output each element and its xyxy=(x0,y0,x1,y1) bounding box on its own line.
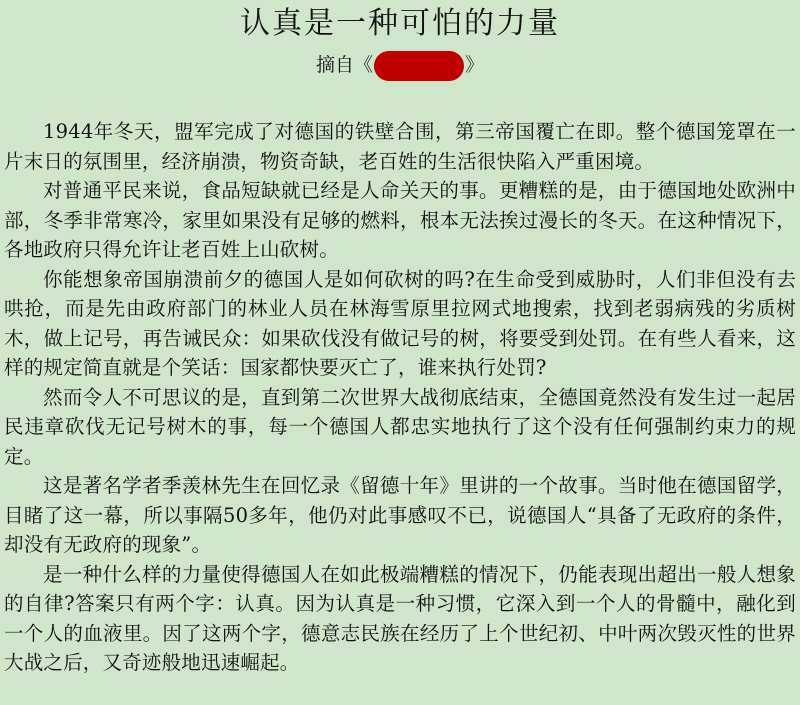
paragraph-4: 然而令人不可思议的是，直到第二次世界大战彻底结束，全德国竟然没有发生过一起居民违章砍伐无记号树木的事，每一个德国人都忠实地执行了这个没有任何强制约束力的规定。 xyxy=(4,385,796,468)
source-suffix: 》 xyxy=(465,54,485,76)
paragraph-3: 你能想象帝国崩溃前夕的德国人是如何砍树的吗?在生命受到威胁时，人们非但没有去哄抢，而是先由政府部门的林业人员在林海雪原里拉网式地搜索，找到老弱病残的劣质树木，做上记号，再告诫民众：如果砍伐没有做记号的树，将要受到处罚。在有些人看来，这样的规定简直就是个笑话：国家都快要灭亡了，谁来执行处罚? xyxy=(4,267,796,379)
paragraph-5: 这是著名学者季羡林先生在回忆录《留德十年》里讲的一个故事。当时他在德国留学，目睹了这一幕，所以事隔50多年，他仍对此事感叹不已，说德国人“具备了无政府的条件，却没有无政府的现象”。 xyxy=(4,474,796,556)
paragraph-2: 对普通平民来说，食品短缺就已经是人命关天的事。更糟糕的是，由于德国地处欧洲中部，冬季非常寒冷，家里如果没有足够的燃料，根本无法挨过漫长的冬天。在这种情况下，各地政府只得允许让老百姓上山砍树。 xyxy=(4,179,796,261)
article-source xyxy=(0,50,800,81)
paragraph-1: 1944年冬天，盟军完成了对德国的铁壁合围，第三帝国覆亡在即。整个德国笼罩在一片末日的氛围里，经济崩溃，物资奇缺，老百姓的生活很快陷入严重困境。 xyxy=(4,120,796,173)
article-title: 认真是一种可怕的力量 xyxy=(240,6,560,41)
article-body xyxy=(4,117,796,678)
source-prefix: 摘自《 xyxy=(315,54,373,76)
paragraph-6: 是一种什么样的力量使得德国人在如此极端糟糕的情况下，仍能表现出超出一般人想象的自律?答案只有两个字：认真。因为认真是一种习惯，它深入到一个人的骨髓中，融化到一个人的血液里。因了这两个字，德意志民族在经历了上个世纪初、中叶两次毁灭性的世界大战之后，又奇迹般地迅速崛起。 xyxy=(4,562,796,674)
redaction-mark xyxy=(374,51,464,81)
